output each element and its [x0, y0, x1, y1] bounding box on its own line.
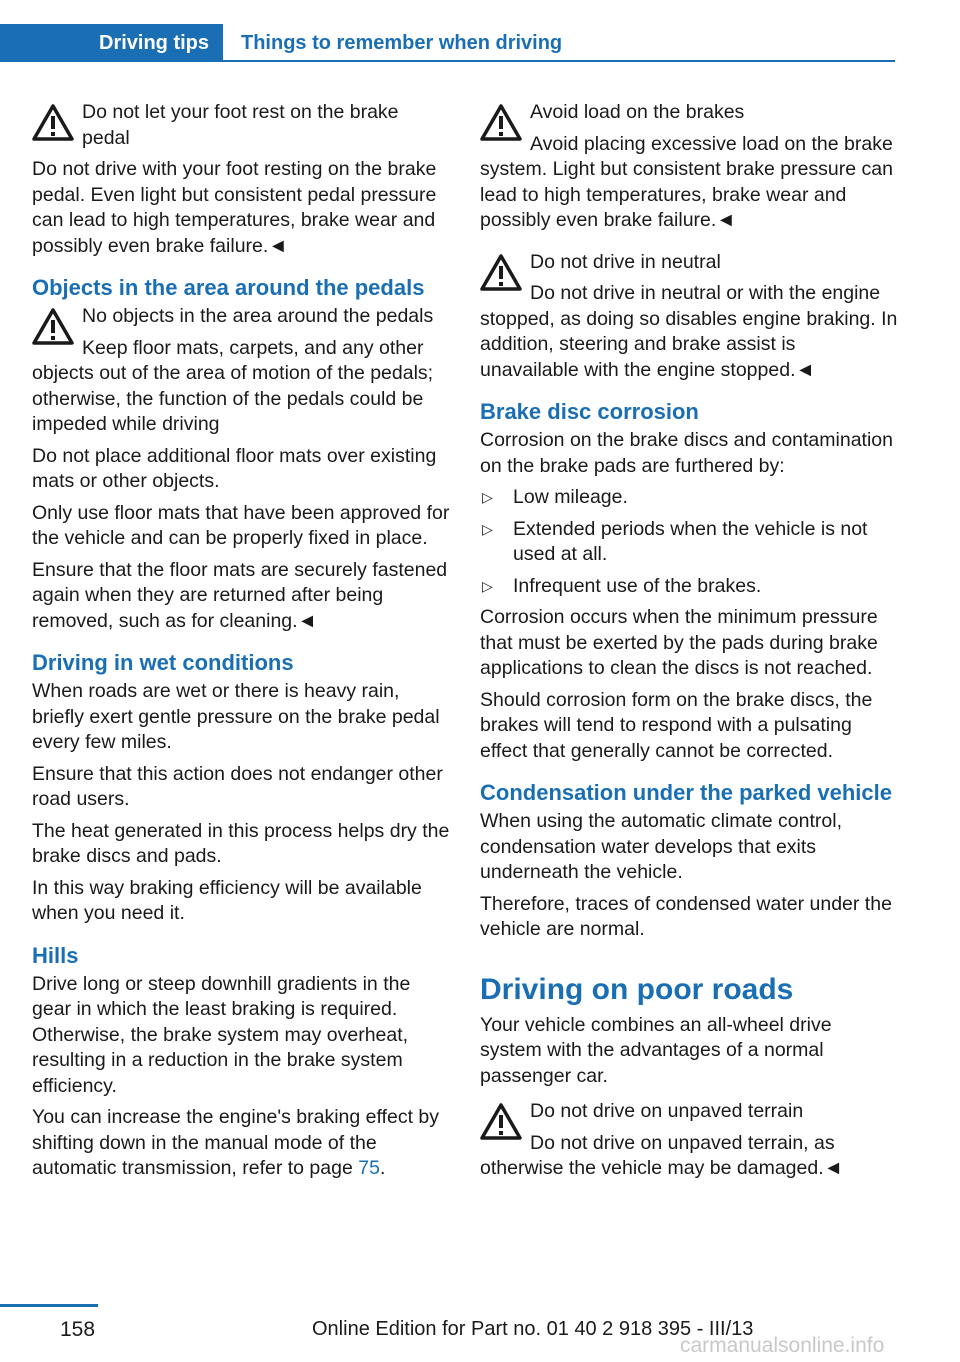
warning-icon: [32, 104, 74, 142]
bullet-list: [480, 485, 898, 599]
paragraph: When roads are wet or there is heavy rain, briefly exert gentle pressure on the brake pedal every few miles.: [32, 680, 440, 753]
warning-unpaved: [480, 1099, 898, 1182]
warning-title: Do not drive in neutral: [530, 250, 721, 273]
warning-icon: [480, 254, 522, 292]
paragraph: The heat generated in this process helps dry the brake discs and pads.: [32, 819, 450, 867]
heading-corrosion: Brake disc corrosion: [480, 399, 699, 424]
ref-end: .: [379, 1157, 386, 1179]
paragraph: Therefore, traces of condensed water under the vehicle are normal.: [480, 892, 892, 940]
heading-pedals: Objects in the area around the pedals: [32, 275, 425, 300]
triangle-bullet-icon: ▷: [482, 520, 493, 537]
warning-text: Avoid placing excessive load on the brake system. Light but consistent brake pressure can lead to high temperatures, brake wear and possibly even brake failure.◄: [480, 132, 893, 231]
heading-wet: Driving in wet conditions: [32, 650, 294, 675]
edition-text: Online Edition for Part no. 01 40 2 918 395 - III/13: [312, 1318, 754, 1340]
paragraph: In this way braking efficiency will be available when you need it.: [32, 876, 422, 924]
heading-hills: Hills: [32, 942, 79, 968]
paragraph-page-ref: [32, 1105, 450, 1182]
list-item-text: Extended periods when the vehicle is not used at all.: [513, 517, 868, 565]
ref-text: You can increase the engine's braking effect by shifting down in the manual mode of the automatic transmission, refer to page: [32, 1106, 440, 1179]
warning-title: Do not drive on unpaved terrain: [530, 1100, 804, 1122]
footer-line: [0, 1304, 98, 1307]
paragraph: Your vehicle combines an all-wheel drive system with the advantages of a normal passenger car.: [480, 1013, 832, 1087]
paragraph: Ensure that the floor mats are securely fastened again when they are returned after being removed, such as for cleaning.◄: [32, 558, 448, 632]
paragraph: Ensure that this action does not endanger other road users.: [32, 762, 443, 810]
right-column: [480, 100, 898, 1188]
list-item-text: Low mileage.: [513, 486, 628, 508]
left-column: [32, 100, 450, 1188]
paragraph: When using the automatic climate control, condensation water develops that exits underneath the vehicle.: [480, 810, 843, 883]
warning-text: Do not drive in neutral or with the engine stopped, as doing so disables engine braking. In addition, steering and brake assist is unavailable with the engine stopped.◄: [480, 282, 898, 381]
triangle-bullet-icon: ▷: [482, 489, 493, 505]
section-tab: Driving tips: [0, 24, 223, 62]
heading-poor-roads: Driving on poor roads: [480, 972, 794, 1006]
warning-title: Avoid load on the brakes: [530, 101, 745, 123]
page-number: 158: [60, 1318, 96, 1341]
heading-condensation: Condensation under the parked vehicle: [480, 780, 892, 805]
warning-title: Do not let your foot rest on the brake pedal: [82, 101, 399, 149]
list-item: [480, 574, 898, 600]
warning-icon: [480, 104, 522, 142]
page-header: [0, 24, 895, 62]
subsection-tab: Things to remember when driving: [241, 32, 563, 54]
triangle-bullet-icon: ▷: [482, 577, 493, 594]
warning-pedal-objects: [32, 304, 450, 438]
paragraph: Corrosion occurs when the minimum pressure that must be exerted by the pads during brake applications to clean the discs is not reached.: [480, 606, 878, 679]
warning-title: No objects in the area around the pedals: [82, 305, 434, 327]
paragraph: Should corrosion form on the brake discs, the brakes will tend to respond with a pulsating effect that generally cannot be corrected.: [480, 688, 873, 762]
warning-text: Do not drive on unpaved terrain, as otherwise the vehicle may be damaged.◄: [480, 1131, 843, 1179]
warning-text: Do not drive with your foot resting on the brake pedal. Even light but consistent pedal pressure can lead to high temperatures, brake wear and possibly even brake failure.◄: [32, 158, 437, 257]
warning-brake-load: [480, 100, 898, 234]
warning-icon: [32, 308, 74, 346]
warning-neutral: [480, 250, 898, 384]
paragraph: Do not place additional floor mats over existing mats or other objects.: [32, 444, 437, 492]
page-link[interactable]: 75: [358, 1157, 380, 1179]
watermark: carmanualsonline.info: [680, 1334, 885, 1357]
list-item: [480, 517, 898, 568]
paragraph: Drive long or steep downhill gradients in the gear in which the least braking is required. Otherwise, the brake system may overheat, resulting in a reduction in the brake system efficiency.: [32, 972, 411, 1097]
list-item: [480, 485, 898, 511]
paragraph: Corrosion on the brake discs and contamination on the brake pads are furthered by:: [480, 429, 893, 477]
paragraph: Only use floor mats that have been approved for the vehicle and can be properly fixed in place.: [32, 501, 450, 549]
list-item-text: Infrequent use of the brakes.: [513, 574, 762, 597]
warning-icon: [480, 1103, 522, 1141]
warning-text: Keep floor mats, carpets, and any other objects out of the area of motion of the pedals; otherwise, the function of the pedals could be impeded while driving: [32, 336, 434, 435]
warning-foot-rest: [32, 100, 450, 259]
